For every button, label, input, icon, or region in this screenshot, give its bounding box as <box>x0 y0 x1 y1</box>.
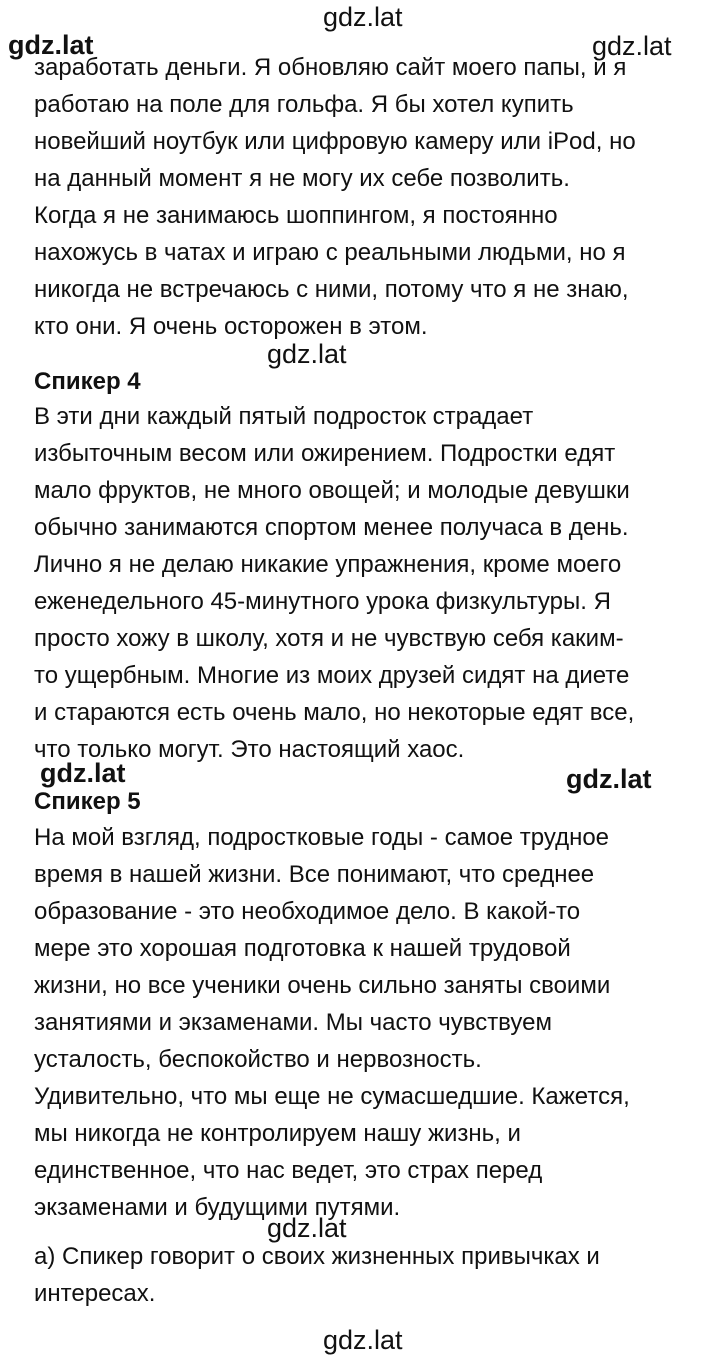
watermark-lower: gdz.lat <box>267 1213 347 1243</box>
text-line: еженедельного 45-минутного урока физкультуры. Я <box>34 588 611 615</box>
text-line: занятиями и экзаменами. Мы часто чувствуем <box>34 1009 552 1036</box>
text-line: время в нашей жизни. Все понимают, что среднее <box>34 861 595 888</box>
text-line: избыточным весом или ожирением. Подростки едят <box>34 440 616 467</box>
speaker5-heading: Спикер 5 <box>34 788 141 815</box>
text-line: новейший ноутбук или цифровую камеру или iPod, но <box>34 128 636 155</box>
watermark-mid: gdz.lat <box>267 339 347 369</box>
text-line: просто хожу в школу, хотя и не чувствую себя каким- <box>34 625 624 652</box>
text-line: образование - это необходимое дело. В какой-то <box>34 898 581 925</box>
speaker4-heading: Спикер 4 <box>34 368 141 395</box>
text-line: на данный момент я не могу их себе позволить. <box>34 165 570 192</box>
text-line: заработать деньги. Я обновляю сайт моего папы, и я <box>34 54 627 81</box>
text-line: экзаменами и будущими путями. <box>34 1194 401 1221</box>
text-line: мере это хорошая подготовка к нашей трудовой <box>34 935 571 962</box>
text-line: никогда не встречаюсь с ними, потому что я не знаю, <box>34 276 629 303</box>
watermark-bottom: gdz.lat <box>323 1325 403 1355</box>
text-line: работаю на поле для гольфа. Я бы хотел купить <box>34 91 574 118</box>
text-line: Лично я не делаю никакие упражнения, кроме моего <box>34 551 622 578</box>
watermark-top-right: gdz.lat <box>592 31 672 61</box>
text-line: Удивительно, что мы еще не сумасшедшие. Кажется, <box>34 1083 630 1110</box>
text-line: жизни, но все ученики очень сильно заняты своими <box>34 972 611 999</box>
watermark-top: gdz.lat <box>323 2 403 32</box>
text-line: то ущербным. Многие из моих друзей сидят на диете <box>34 662 630 689</box>
text-line: что только могут. Это настоящий хаос. <box>34 736 465 763</box>
text-line: нахожусь в чатах и играю с реальными людьми, но я <box>34 239 626 266</box>
answer-line: а) Спикер говорит о своих жизненных привычках и <box>34 1243 600 1270</box>
text-line: мы никогда не контролируем нашу жизнь, и <box>34 1120 521 1147</box>
text-line: усталость, беспокойство и нервозность. <box>34 1046 482 1073</box>
text-line: обычно занимаются спортом менее получаса в день. <box>34 514 629 541</box>
text-line: и стараются есть очень мало, но некоторые едят все, <box>34 699 635 726</box>
text-line: Когда я не занимаюсь шоппингом, я постоянно <box>34 202 558 229</box>
answer-line: интересах. <box>34 1280 156 1307</box>
text-line: кто они. Я очень осторожен в этом. <box>34 313 428 340</box>
text-line: В эти дни каждый пятый подросток страдает <box>34 403 534 430</box>
text-line: единственное, что нас ведет, это страх перед <box>34 1157 543 1184</box>
watermark-right: gdz.lat <box>566 764 652 794</box>
watermark-left: gdz.lat <box>40 758 126 788</box>
text-line: На мой взгляд, подростковые годы - самое трудное <box>34 824 610 851</box>
text-line: мало фруктов, не много овощей; и молодые девушки <box>34 477 630 504</box>
watermark-top-left: gdz.lat <box>8 30 94 60</box>
